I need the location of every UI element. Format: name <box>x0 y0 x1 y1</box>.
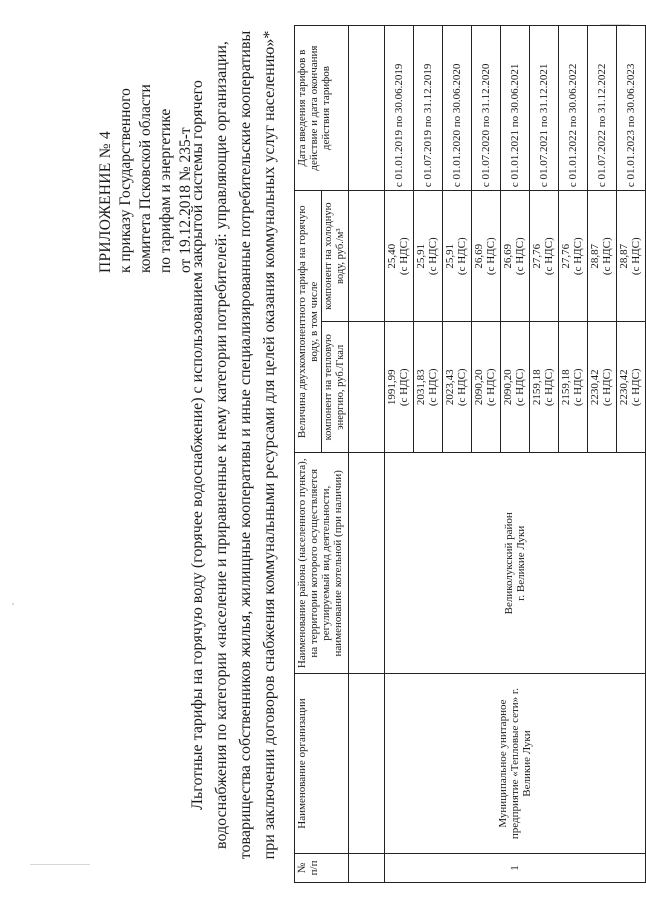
period-dates: с 01.01.2023 по 30.06.2023 <box>617 26 646 191</box>
appendix-line-2: комитета Псковской области <box>137 84 154 273</box>
header-tariff-group: Величина двухкомпонентного тарифа на горячую воду, в том числе <box>295 191 322 453</box>
document-title <box>186 15 282 875</box>
blank-cell <box>349 453 385 674</box>
heat-value: 2031,83 (с НДС) <box>414 322 443 453</box>
heat-value: 2090,20 (с НДС) <box>501 322 530 453</box>
period-dates: с 01.07.2022 по 31.12.2022 <box>588 26 617 191</box>
period-dates: с 01.07.2021 по 31.12.2021 <box>530 26 559 191</box>
blank-cell <box>349 26 385 191</box>
tariff-table-body <box>385 26 646 883</box>
cold-value: 25,91 (с НДС) <box>414 191 443 322</box>
blank-cell <box>349 191 385 322</box>
district-line: г. Великие Луки <box>515 525 527 601</box>
organization-name: Муниципальное унитарное предприятие «Тепловые сети» г. Великие Луки <box>385 674 646 854</box>
heat-value: 2159,18 (с НДС) <box>559 322 588 453</box>
heat-value: 2090,20 (с НДС) <box>472 322 501 453</box>
cold-value: 27,76 (с НДС) <box>559 191 588 322</box>
scan-artifact <box>30 864 90 865</box>
period-dates: с 01.07.2019 по 31.12.2019 <box>414 26 443 191</box>
title-line: водоснабжения по категории «население и приравненные к нему категории потребителей: управляющие организации, <box>213 41 230 849</box>
heat-value: 2230,42 (с НДС) <box>588 322 617 453</box>
header-cold-component: компонент на холодную воду, руб./м³ <box>322 191 349 322</box>
blank-cell <box>349 853 385 882</box>
table-row <box>385 26 414 883</box>
district-name <box>385 453 646 674</box>
period-dates: с 01.01.2022 по 30.06.2022 <box>559 26 588 191</box>
scan-artifact <box>12 603 14 605</box>
row-number: 1 <box>385 853 646 882</box>
cold-value: 27,76 (с НДС) <box>530 191 559 322</box>
appendix-line-3: по тарифам и энергетике <box>157 108 174 273</box>
appendix-header <box>96 13 196 273</box>
heat-value: 2159,18 (с НДС) <box>530 322 559 453</box>
cold-value: 25,91 (с НДС) <box>443 191 472 322</box>
scan-artifact <box>600 24 630 25</box>
title-line: товарищества собственников жилья, жилищные кооперативы и иные специализированные потребительские кооперативы <box>237 30 254 860</box>
header-heat-component: компонент на тепловую энергию, руб./Гкал <box>322 322 349 453</box>
appendix-line-1: к приказу Государственного <box>117 88 134 273</box>
period-dates: с 01.01.2021 по 30.06.2021 <box>501 26 530 191</box>
blank-cell <box>349 674 385 854</box>
title-line: Льготные тарифы на горячую воду (горячее водоснабжение) с использованием закрытой системы горячего <box>189 80 206 810</box>
period-dates: с 01.01.2019 по 30.06.2019 <box>385 26 414 191</box>
cold-value: 26,69 (с НДС) <box>501 191 530 322</box>
heat-value: 2023,43 (с НДС) <box>443 322 472 453</box>
appendix-title: ПРИЛОЖЕНИЕ № 4 <box>97 130 114 273</box>
header-organization: Наименование организации <box>295 674 349 854</box>
period-dates: с 01.01.2020 по 30.06.2020 <box>443 26 472 191</box>
heat-value: 2230,42 (с НДС) <box>617 322 646 453</box>
tariff-table <box>294 25 646 883</box>
district-line: Великолукский район <box>503 512 515 615</box>
title-line: при заключении договоров снабжения коммунальными ресурсами для целей оказания коммунальных услуг населению»* <box>261 30 278 860</box>
blank-cell <box>349 322 385 453</box>
appendix-line-4: от 19.12.2018 № 235-т <box>177 127 194 273</box>
period-dates: с 01.07.2020 по 31.12.2020 <box>472 26 501 191</box>
header-district: Наименование района (населенного пункта), на территории которого осуществляется регулируемый вид деятельности, наименование котельной (при наличии) <box>295 453 349 674</box>
cold-value: 28,87 (с НДС) <box>617 191 646 322</box>
header-dates: Дата введения тарифов в действие и дата окончания действия тарифов <box>295 26 349 191</box>
cold-value: 26,69 (с НДС) <box>472 191 501 322</box>
heat-value: 1991,99 (с НДС) <box>385 322 414 453</box>
cold-value: 25,40 (с НДС) <box>385 191 414 322</box>
cold-value: 28,87 (с НДС) <box>588 191 617 322</box>
header-num: № п/п <box>295 853 349 882</box>
